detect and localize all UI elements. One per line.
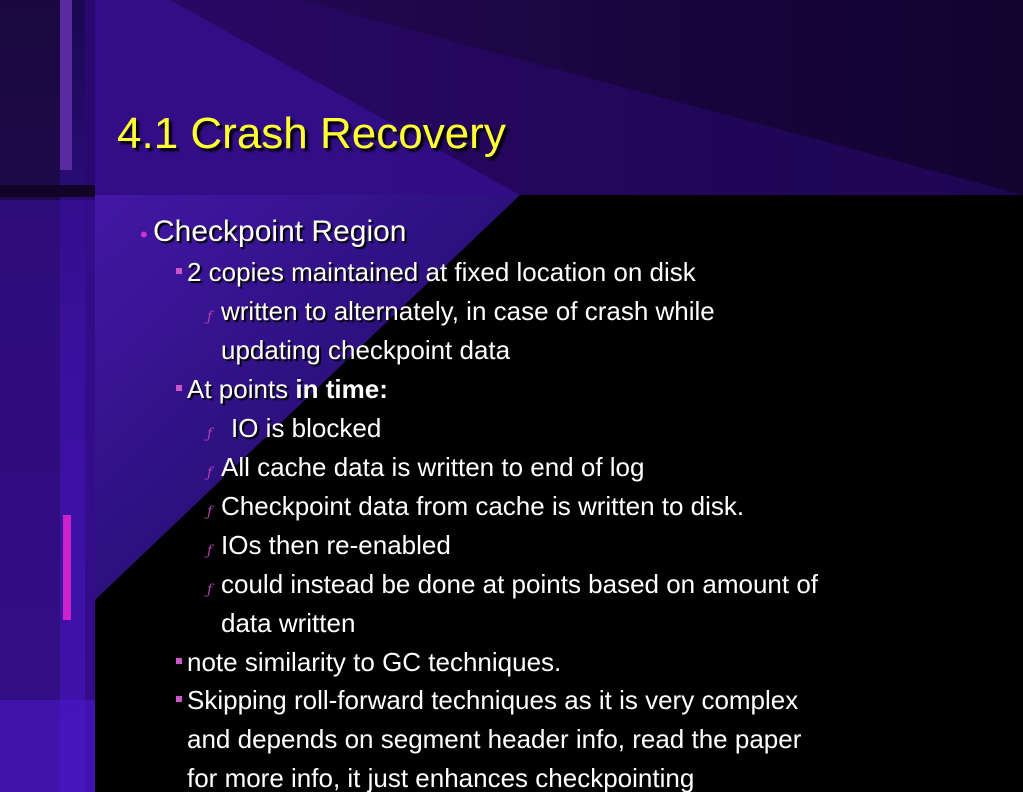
step-checkpoint-written: Checkpoint data from cache is written to disk. xyxy=(221,491,745,521)
bullet-f-icon: ƒ xyxy=(207,465,213,481)
bullet-dot-icon: • xyxy=(140,222,148,247)
bullet-f-icon: ƒ xyxy=(207,309,213,325)
bullet-f-icon: ƒ xyxy=(207,543,213,559)
step-io-blocked: IO is blocked xyxy=(231,413,382,443)
bullet-two-copies: 2 copies maintained at fixed location on disk xyxy=(187,257,696,287)
slide-title: 4.1 Crash Recovery xyxy=(117,109,506,158)
step-alternative: could instead be done at points based on amount of xyxy=(221,569,818,599)
step-alternative-cont: data written xyxy=(221,608,356,638)
bullet-skipping-roll-forward-cont2: for more info, it just enhances checkpointing xyxy=(187,763,695,792)
bullet-skipping-roll-forward-cont: and depends on segment header info, read the paper xyxy=(187,724,802,754)
bullet-square-icon xyxy=(176,696,182,702)
bullet-square-icon xyxy=(176,658,182,664)
at-points-bold: in time: xyxy=(295,374,388,404)
at-points-prefix: At points xyxy=(187,374,296,404)
step-cache-written: All cache data is written to end of log xyxy=(221,452,645,482)
heading-checkpoint-region: Checkpoint Region xyxy=(153,215,407,248)
bullet-gc-similarity: note similarity to GC techniques. xyxy=(187,647,562,677)
bullet-f-icon: ƒ xyxy=(207,582,213,598)
step-ios-reenabled: IOs then re-enabled xyxy=(221,530,451,560)
bullet-f-icon: ƒ xyxy=(207,426,213,442)
bullet-square-icon xyxy=(176,385,182,391)
bullet-f-icon: ƒ xyxy=(207,504,213,520)
sub-written-alternately-cont: updating checkpoint data xyxy=(221,335,511,365)
bullet-at-points xyxy=(187,376,388,402)
bullet-square-icon xyxy=(176,268,182,274)
sub-written-alternately: written to alternately, in case of crash while xyxy=(221,296,715,326)
bullet-skipping-roll-forward: Skipping roll-forward techniques as it is very complex xyxy=(187,685,799,715)
